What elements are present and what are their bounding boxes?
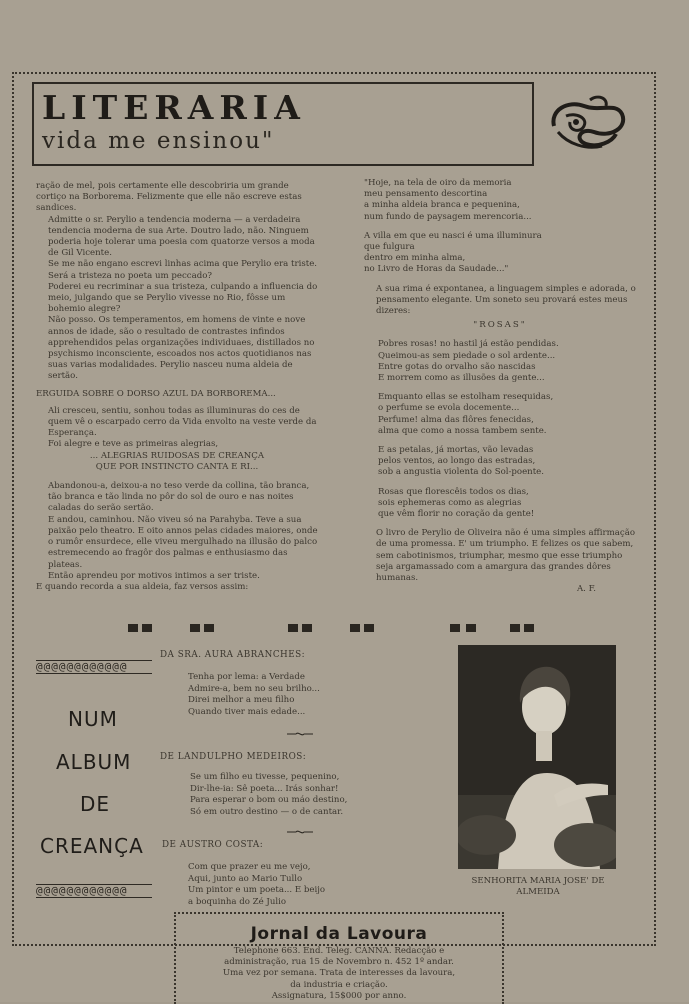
paragraph: Ali cresceu, sentiu, sonhou todas as illuminuras do ces de quem vê o escarpado cerro da Vida envolto na veste verde da Esperança. xyxy=(48,405,317,439)
section-title: LITERARIA xyxy=(42,88,306,127)
verse-line: Entre gotas do orvalho são nascidas xyxy=(378,361,536,372)
paragraph: Será a tristeza no poeta um peccado? xyxy=(48,270,212,281)
verse-line: Emquanto ellas se estolham resequidas, xyxy=(378,392,554,403)
verse-line: Pobres rosas! no hastil já estão pendidas. xyxy=(378,339,559,350)
album-title-word: DE xyxy=(80,792,111,816)
poem-author: DE LANDULPHO MEDEIROS: xyxy=(160,752,307,762)
verse-line: Dir-lhe-ia: Sê poeta... Irás sonhar! xyxy=(190,783,339,794)
paragraph: A sua rima é expontanea, a linguagem simples e adorada, o pensamento elegante. Um soneto seu provará estes meus dizeres: xyxy=(376,283,636,317)
footer-line: Telephone 663. End. Teleg. CANNA. Redacção e xyxy=(233,946,445,956)
verse-line: A villa em que eu nasci é uma illuminura xyxy=(364,230,542,241)
verse-line: sois ephemeras como as alegrias xyxy=(378,497,522,508)
decorative-band: @@@@@@@@@@@@ xyxy=(36,884,152,898)
verse-line: alma que como a nossa tambem sente. xyxy=(378,425,547,436)
divider-squiggle-icon xyxy=(286,828,314,836)
album-poem xyxy=(188,862,325,908)
article-right-column xyxy=(364,178,636,596)
author-signature: A. F. xyxy=(576,584,596,595)
article-heading: ERGUIDA SOBRE O DORSO AZUL DA BORBOREMA... xyxy=(36,388,276,399)
verse-line: Direi melhor a meu filho xyxy=(188,695,295,705)
paragraph: Então aprendeu por motivos intimos a ser triste. xyxy=(48,570,260,581)
verse-line: num fundo de paysagem merencoria... xyxy=(364,211,532,222)
verse-line: E as petalas, já mortas, vão levadas xyxy=(378,445,534,456)
verse-line: meu pensamento descortina xyxy=(364,189,488,200)
verse-line: no Livro de Horas da Saudade..." xyxy=(364,264,509,275)
paragraph: ração de mel, pois certamente elle descobriria um grande cortiço na Borborema. Felizmente que elle não escreve estas sandices. xyxy=(36,181,302,214)
paragraph: Poderei eu recriminar a sua tristeza, culpando a influencia do meio, julgando que se Perylio vivesse no Rio, fôsse um bohemio alegre? xyxy=(48,281,318,315)
footer-line: Assignatura, 15$000 por anno. xyxy=(271,990,407,1001)
verse-line: a minha aldeia branca e pequenina, xyxy=(364,200,520,211)
photo-caption: SENHORITA MARIA JOSE' DE ALMEIDA xyxy=(471,876,605,897)
album-poem xyxy=(188,672,320,718)
verse-line: dentro em minha alma, xyxy=(364,253,466,264)
poem-title: "ROSAS" xyxy=(473,320,527,331)
paragraph: Admitte o sr. Perylio a tendencia moderna — a verdadeira tendencia moderna de sua Arte. Doutro lado, não. Ninguem poderia hoje tolerar uma poesia com quatorze versos a moda de Gil Vicente. xyxy=(48,214,315,259)
divider-squiggle-icon xyxy=(286,730,314,738)
verse-line: que vêm florir no coração da gente! xyxy=(378,509,535,520)
paragraph: O livro de Perylio de Oliveira não é uma simples affirmação de uma promessa. E' um triumpho. E felizes os que sabem, sem cabotinismos, triumphar, mesmo que esse triumpho seja argamassado com a amargura das grandes dôres humanas. xyxy=(376,528,635,584)
poem-author: DE AUSTRO COSTA: xyxy=(162,840,264,850)
quote-line: QUE POR INSTINCTO CANTA E RI... xyxy=(95,461,259,472)
portrait-photo xyxy=(458,645,616,869)
verse-line: pelos ventos, ao longo das estradas, xyxy=(378,456,536,467)
verse-line: Quando tiver mais edade... xyxy=(188,706,306,717)
flourish-ornament-icon xyxy=(546,92,628,154)
article-subtitle: vida me ensinou" xyxy=(42,128,275,154)
footer-line: Uma vez por semana. Trata de interesses da lavoura, xyxy=(222,968,456,979)
album-title-word: CREANÇA xyxy=(40,834,144,858)
album-poem xyxy=(190,772,347,818)
decorative-band: @@@@@@@@@@@@ xyxy=(36,660,152,674)
footer-title: Jornal da Lavoura xyxy=(250,924,428,944)
paragraph: E andou, caminhou. Não viveu só na Parahyba. Teve a sua paixão pelo theatro. E oito annos pelas cidades maiores, onde o rumôr ensurdece, elle viveu mergulhado na illusão do palco estremecendo ao fragôr dos palmas e enthusiasmo das plateas. xyxy=(48,514,318,570)
album-title-word: NUM xyxy=(68,707,118,731)
footer-line: da industria e criação. xyxy=(290,979,388,990)
album-title-word: ALBUM xyxy=(56,750,132,774)
verse-line: Tenha por lema: a Verdade xyxy=(188,672,306,682)
verse-line: Queimou-as sem piedade o sol ardente... xyxy=(378,350,556,361)
verse-line: Rosas que florescêis todos os dias, xyxy=(378,486,529,497)
paragraph: Abandonou-a, deixou-a no teso verde da collina, tão branca, tão branca e tão linda no pôr do sol de ouro e nas noites caladas do serão sertão. xyxy=(48,481,310,514)
paragraph: Se me não engano escrevi linhas acima que Perylio era triste. xyxy=(48,259,318,270)
verse-line: Aqui, junto ao Mario Tullo xyxy=(188,873,303,884)
verse-line: "Hoje, na tela de oiro da memoria xyxy=(364,178,512,188)
verse-line: Um pintor e um poeta... E beijo xyxy=(188,885,326,895)
paragraph: E quando recorda a sua aldeia, faz versos assim: xyxy=(36,581,249,592)
section-separator xyxy=(128,624,548,634)
article-left-column xyxy=(36,181,318,593)
verse-line: Com que prazer eu me vejo, xyxy=(188,862,311,872)
verse-line: Para esperar o bom ou máo destino, xyxy=(190,795,348,805)
verse-line: E morrem como as illusões da gente... xyxy=(378,373,545,384)
verse-line: o perfume se evola docemente... xyxy=(378,403,520,414)
footer-line: administração, rua 15 de Novembro n. 452 1º andar. xyxy=(224,957,454,968)
quote-line: ... ALEGRIAS RUIDOSAS DE CREANÇA xyxy=(89,450,265,461)
verse-line: a boquinha do Zé Julio xyxy=(188,896,287,907)
paragraph: Foi alegre e teve as primeiras alegrias, xyxy=(48,439,219,450)
verse-line: Admire-a, bem no seu brilho... xyxy=(188,683,320,694)
paragraph: Não posso. Os temperamentos, em homens de vinte e nove annos de idade, são o resultado de contrastes infindos apprehendidos pelas organizações individuaes, distillados no psychismo inconsciente, escoados nos actos quotidianos nas suas varias modalidades. Perylio nasceu numa aldeia de sertão. xyxy=(48,315,315,382)
verse-line: Só em outro destino — o de cantar. xyxy=(190,806,344,817)
verse-line: Perfume! alma das flôres fenecidas, xyxy=(378,414,534,425)
verse-line: que fulgura xyxy=(364,242,415,253)
footer-info xyxy=(190,946,488,1002)
poem-author: DA SRA. AURA ABRANCHES: xyxy=(160,650,306,660)
verse-line: sob a angustia violenta do Sol-poente. xyxy=(378,467,544,478)
verse-line: Se um filho eu tivesse, pequenino, xyxy=(190,772,340,782)
